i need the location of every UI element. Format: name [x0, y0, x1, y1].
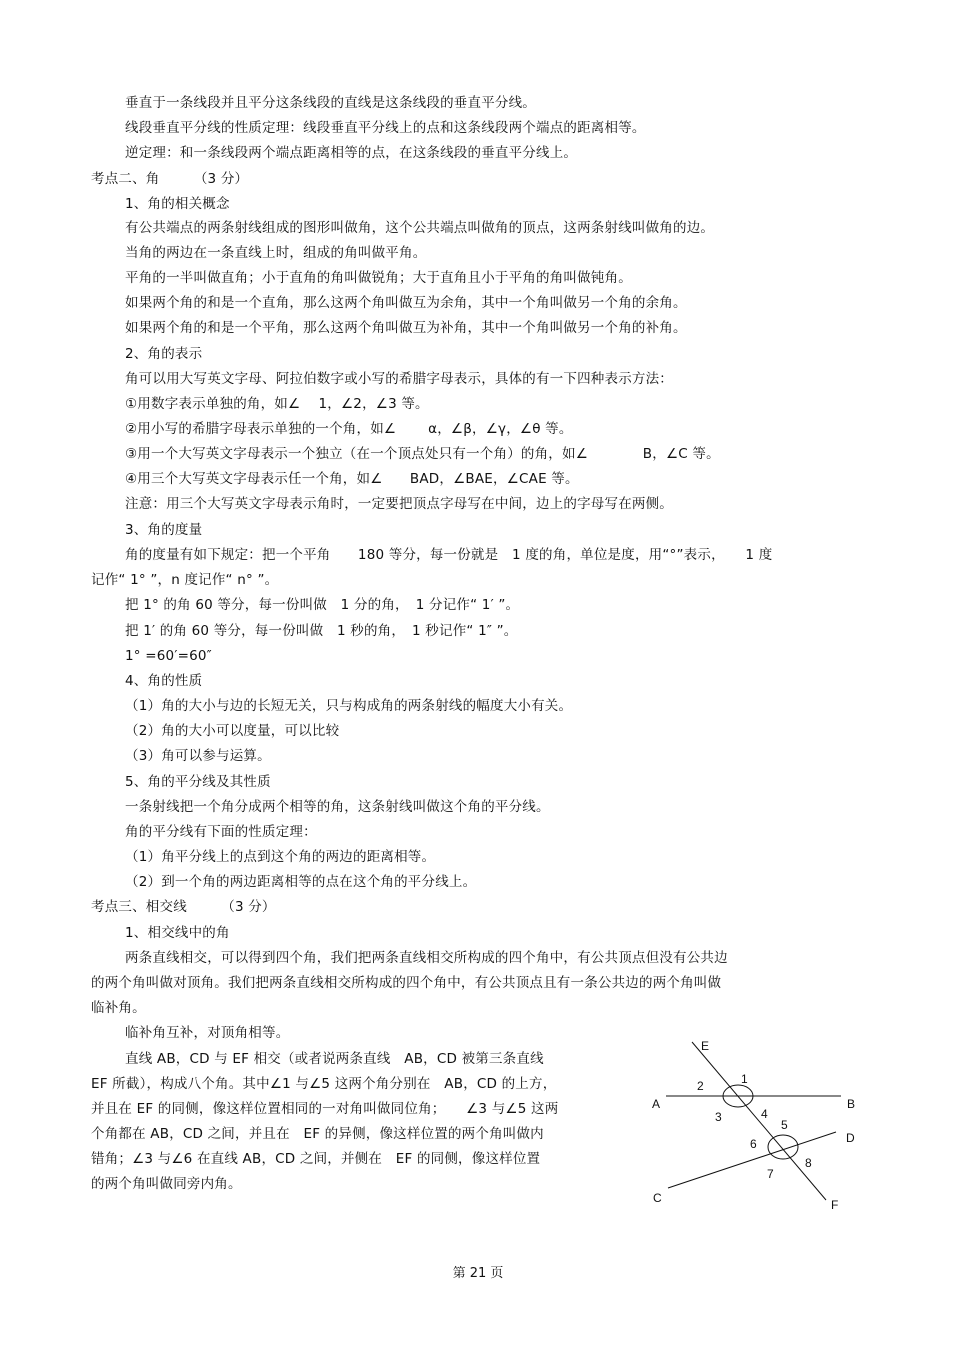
text-line: 线段垂直平分线的性质定理：线段垂直平分线上的点和这条线段两个端点的距离相等。: [125, 120, 646, 136]
point-label-f: F: [831, 1198, 839, 1212]
text-line: 当角的两边在一条直线上时，组成的角叫做平角。: [125, 245, 427, 261]
angle-label-4: 4: [761, 1107, 768, 1121]
text-line: 注意：用三个大写英文字母表示角时，一定要把顶点字母写在中间，边上的字母写在两侧。: [125, 496, 673, 512]
subsection-heading: 1、角的相关概念: [125, 196, 230, 212]
subsection-heading: 3、角的度量: [125, 522, 203, 538]
text-line: 角的度量有如下规定：把一个平角 180 等分，每一份就是 1 度的角，单位是度，用“°”表示， 1 度: [125, 547, 773, 563]
text-line: （2）角的大小可以度量，可以比较: [125, 723, 340, 739]
text-line: 两条直线相交，可以得到四个角，我们把两条直线相交所构成的四个角中，有公共顶点但没有公共边: [125, 950, 728, 966]
section-heading: 考点三、相交线 （3 分）: [91, 899, 276, 915]
angle-label-6: 6: [750, 1137, 757, 1151]
text-line: EF 所截），构成八个角。其中∠1 与∠5 这两个角分别在 AB，CD 的上方，: [91, 1076, 557, 1092]
point-label-c: C: [653, 1191, 662, 1205]
subsection-heading: 4、角的性质: [125, 673, 203, 689]
text-line: 把 1′ 的角 60 等分，每一份叫做 1 秒的角， 1 秒记作“ 1″ ”。: [125, 623, 518, 639]
angle-arc-lower: [768, 1135, 798, 1159]
point-label-e: E: [701, 1039, 710, 1053]
text-line: （3）角可以参与运算。: [125, 748, 271, 764]
subsection-heading: 1、相交线中的角: [125, 925, 230, 941]
angle-label-2: 2: [697, 1079, 704, 1093]
text-line: 直线 AB，CD 与 EF 相交（或者说两条直线 AB，CD 被第三条直线: [125, 1051, 544, 1067]
text-line: ①用数字表示单独的角，如∠ 1，∠2，∠3 等。: [125, 396, 429, 412]
text-line: 个角都在 AB，CD 之间，并且在 EF 的异侧，像这样位置的两个角叫做内: [91, 1126, 544, 1142]
text-line: 记作“ 1° ”，n 度记作“ n° ”。: [91, 572, 279, 588]
angle-label-1: 1: [741, 1072, 748, 1086]
text-line: ②用小写的希腊字母表示单独的一个角，如∠ α，∠β，∠γ，∠θ 等。: [125, 421, 573, 437]
text-line: 并且在 EF 的同侧，像这样位置相同的一对角叫做同位角； ∠3 与∠5 这两: [91, 1101, 559, 1117]
point-label-a: A: [652, 1097, 661, 1111]
text-line: 垂直于一条线段并且平分这条线段的直线是这条线段的垂直平分线。: [125, 95, 536, 111]
page-number: 第 21 页: [452, 1266, 504, 1281]
text-line: 错角；∠3 与∠6 在直线 AB，CD 之间，并侧在 EF 的同侧，像这样位置: [91, 1151, 541, 1167]
angle-label-3: 3: [715, 1110, 722, 1124]
text-line: 逆定理：和一条线段两个端点距离相等的点，在这条线段的垂直平分线上。: [125, 145, 578, 161]
subsection-heading: 2、角的表示: [125, 346, 203, 362]
point-label-d: D: [846, 1131, 855, 1145]
text-line: 把 1° 的角 60 等分，每一份叫做 1 分的角， 1 分记作“ 1′ ”。: [125, 597, 520, 613]
text-line: 的两个角叫做同旁内角。: [91, 1176, 242, 1192]
text-line: 临补角。: [91, 1000, 146, 1016]
text-line: （2）到一个角的两边距离相等的点在这个角的平分线上。: [125, 874, 477, 890]
angle-label-7: 7: [767, 1167, 774, 1181]
text-line: 临补角互补，对顶角相等。: [125, 1025, 290, 1041]
text-line: ④用三个大写英文字母表示任一个角，如∠ BAD，∠BAE，∠CAE 等。: [125, 471, 579, 487]
text-line: 角可以用大写英文字母、阿拉伯数字或小写的希腊字母表示，具体的有一下四种表示方法：: [125, 371, 673, 387]
text-line: 有公共端点的两条射线组成的图形叫做角，这个公共端点叫做角的顶点，这两条射线叫做角的边。: [125, 220, 715, 236]
text-line: 1° =60′=60″: [125, 648, 212, 664]
text-line: 的两个角叫做对顶角。我们把两条直线相交所构成的四个角中，有公共顶点且有一条公共边的两个角叫做: [91, 975, 722, 991]
text-line: 如果两个角的和是一个直角，那么这两个角叫做互为余角，其中一个角叫做另一个角的余角。: [125, 295, 687, 311]
angle-label-5: 5: [781, 1118, 788, 1132]
text-line: 平角的一半叫做直角；小于直角的角叫做锐角；大于直角且小于平角的角叫做钝角。: [125, 270, 632, 286]
point-label-b: B: [847, 1097, 856, 1111]
subsection-heading: 5、角的平分线及其性质: [125, 774, 271, 790]
text-line: （1）角的大小与边的长短无关，只与构成角的两条射线的幅度大小有关。: [125, 698, 573, 714]
text-line: 角的平分线有下面的性质定理：: [125, 824, 317, 840]
section-heading: 考点二、角 （3 分）: [91, 171, 249, 187]
text-line: 一条射线把一个角分成两个相等的角，这条射线叫做这个角的平分线。: [125, 799, 550, 815]
text-line: 如果两个角的和是一个平角，那么这两个角叫做互为补角，其中一个角叫做另一个角的补角。: [125, 320, 687, 336]
angle-label-8: 8: [805, 1156, 812, 1170]
text-line: ③用一个大写英文字母表示一个独立（在一个顶点处只有一个角）的角，如∠ B，∠C 等。: [125, 446, 720, 462]
line-ef: [692, 1042, 826, 1200]
intersecting-lines-figure: [640, 1036, 870, 1216]
text-line: （1）角平分线上的点到这个角的两边的距离相等。: [125, 849, 436, 865]
